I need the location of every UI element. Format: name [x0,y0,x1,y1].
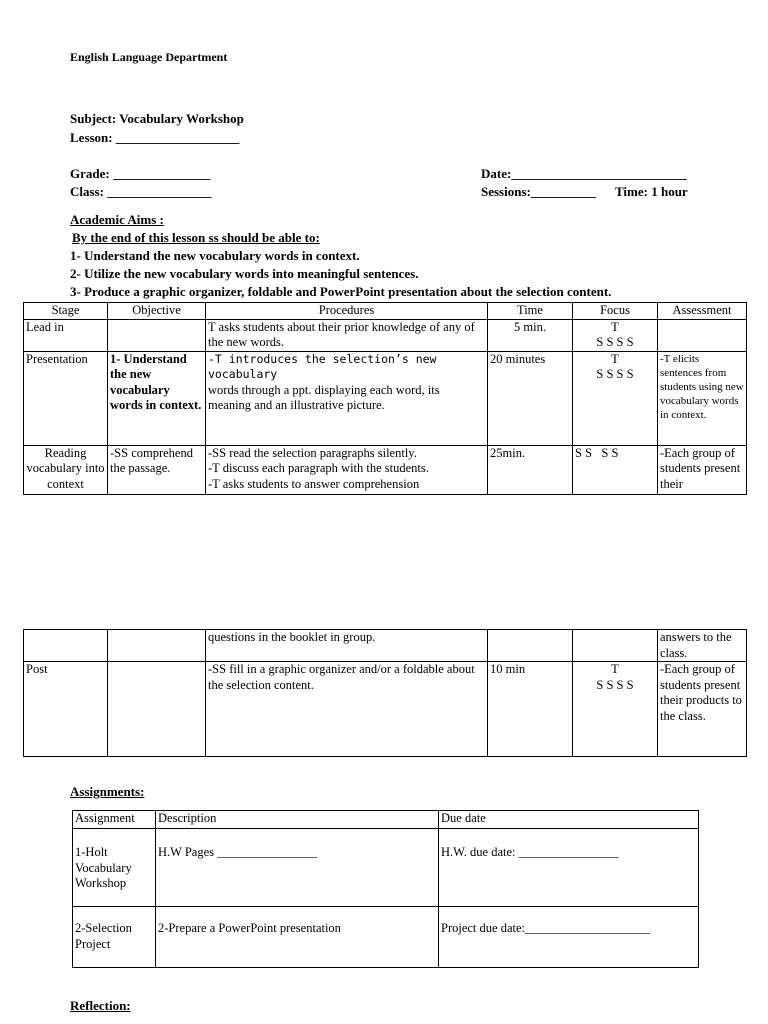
stage-cell: Post [24,662,108,757]
aim-item: 3- Produce a graphic organizer, foldable and PowerPoint presentation about the selection content. [70,284,612,299]
assignments-table [72,810,699,968]
assignment-cell: 1-Holt Vocabulary Workshop [73,829,156,907]
column-header: Assessment [658,303,747,320]
procedures-line: -T asks students to answer comprehension [208,476,420,491]
focus-teacher: T [611,351,619,366]
stage-cell: Reading vocabulary into context [24,445,108,494]
table-row [73,829,699,907]
date-line: Date:___________________________ [481,166,687,181]
objective-cell [108,662,206,757]
procedures-line: -SS read the selection paragraphs silently. [208,445,417,460]
column-header: Procedures [206,303,488,320]
table-row [73,907,699,968]
objective-cell: 1- Understand the new vocabulary words in context. [108,351,206,445]
focus-teacher: T [611,319,619,334]
procedures-cell [206,351,488,445]
column-header: Stage [24,303,108,320]
assessment-cell: -Each group of students present their [658,445,747,494]
column-header: Description [156,811,439,829]
time-cell: 10 min [488,662,573,757]
aims-title: Academic Aims : [70,212,164,227]
due-date-cell: Project due date:____________________ [439,907,699,968]
procedures-line: -T introduces the selection’s new vocabulary [208,351,437,381]
time-cell: 5 min. [488,319,573,351]
column-header: Time [488,303,573,320]
table-row [24,351,747,445]
lesson-plan-table [23,302,747,495]
subject-line: Subject: Vocabulary Workshop [70,111,244,126]
table-header-row [73,811,699,829]
procedures-line: words through a ppt. displaying each word, its meaning and an illustrative picture. [208,382,440,412]
focus-teacher: T [611,662,619,676]
procedures-cell: questions in the booklet in group. [206,630,488,662]
stage-cell: Presentation [24,351,108,445]
focus-students: S S S S [596,335,634,349]
assignments-title: Assignments: [70,784,145,799]
aims-intro: By the end of this lesson ss should be able to: [72,230,320,245]
time-cell [488,630,573,662]
time-cell: 25min. [488,445,573,494]
stage-cell: Lead in [24,319,108,351]
lesson-plan-table-continued [23,629,747,757]
assignment-cell: 2-Selection Project [73,907,156,968]
focus-cell [573,319,658,351]
aim-item: 1- Understand the new vocabulary words in context. [70,248,360,263]
focus-students: S S S S [596,367,634,381]
table-header-row [24,303,747,320]
class-line: Class: ________________ [70,184,212,199]
focus-cell [573,662,658,757]
time-line: Time: 1 hour [615,184,688,199]
table-row [24,445,747,494]
procedures-cell [206,445,488,494]
focus-cell [573,630,658,662]
reflection-title: Reflection: [70,998,131,1013]
objective-cell [108,630,206,662]
table-row [24,662,747,757]
assessment-cell: -Each group of students present their products to the class. [658,662,747,757]
focus-cell: S S S S [573,445,658,494]
academic-aims [70,211,611,301]
stage-cell [24,630,108,662]
objective-cell [108,319,206,351]
description-cell: H.W Pages ________________ [156,829,439,907]
department-label: English Language Department [70,50,228,64]
procedures-cell: -SS fill in a graphic organizer and/or a foldable about the selection content. [206,662,488,757]
description-cell: 2-Prepare a PowerPoint presentation [156,907,439,968]
sessions-line: Sessions:__________ [481,184,596,199]
column-header: Focus [573,303,658,320]
due-date-cell: H.W. due date: ________________ [439,829,699,907]
table-row [24,630,747,662]
procedures-cell: T asks students about their prior knowledge of any of the new words. [206,319,488,351]
column-header: Objective [108,303,206,320]
grade-line: Grade: _______________ [70,166,211,181]
column-header: Assignment [73,811,156,829]
focus-cell [573,351,658,445]
column-header: Due date [439,811,699,829]
time-cell: 20 minutes [488,351,573,445]
assessment-cell [658,319,747,351]
assessment-cell: answers to the class. [658,630,747,662]
lesson-line: Lesson: ___________________ [70,130,240,145]
procedures-line: -T discuss each paragraph with the students. [208,461,429,475]
table-row [24,319,747,351]
objective-cell: -SS comprehend the passage. [108,445,206,494]
assessment-cell: -T elicits sentences from students using new vocabulary words in context. [658,351,747,445]
focus-students: S S S S [596,677,634,692]
aim-item: 2- Utilize the new vocabulary words into meaningful sentences. [70,266,419,281]
